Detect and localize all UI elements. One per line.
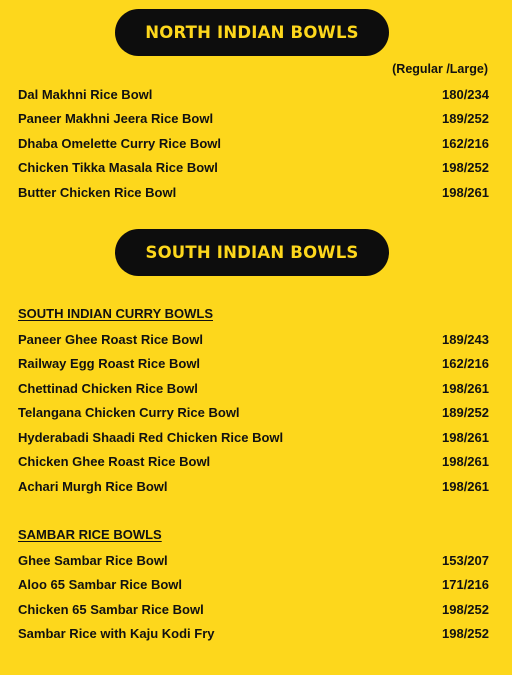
menu-item-name: Railway Egg Roast Rice Bowl <box>18 356 201 371</box>
menu-item-price: 198/261 <box>442 380 489 396</box>
menu-item-row <box>18 85 489 103</box>
menu-item-row <box>18 183 489 201</box>
south-indian-curry-bowls-subheading: SOUTH INDIAN CURRY BOWLS <box>18 306 213 321</box>
south-indian-bowls-heading: SOUTH INDIAN BOWLS <box>115 229 389 276</box>
menu-item-price: 198/261 <box>442 184 489 200</box>
menu-item-row <box>18 576 489 594</box>
menu-item-row <box>18 625 489 643</box>
menu-item-name: Chicken Ghee Roast Rice Bowl <box>18 454 211 469</box>
menu-item-row <box>18 477 489 495</box>
menu-item-price: 198/261 <box>442 429 489 445</box>
menu-item-name: Achari Murgh Rice Bowl <box>18 478 168 494</box>
menu-item-price: 189/243 <box>442 331 489 347</box>
menu-item-name: Sambar Rice with Kaju Kodi Fry <box>18 626 215 641</box>
menu-item-price: 198/252 <box>442 626 489 641</box>
menu-item-row <box>18 453 489 471</box>
menu-item-price: 198/261 <box>442 478 489 494</box>
menu-item-row <box>18 355 489 373</box>
menu-item-row <box>18 379 489 397</box>
price-size-header: (Regular /Large) <box>392 62 488 76</box>
menu-item-price: 153/207 <box>442 552 489 568</box>
menu-item-name: Chicken Tikka Masala Rice Bowl <box>18 160 218 175</box>
menu-item-price: 180/234 <box>442 86 489 102</box>
menu-item-row <box>18 134 489 152</box>
menu-item-price: 189/252 <box>442 111 489 126</box>
menu-item-row <box>18 404 489 422</box>
north-indian-bowls-heading: NORTH INDIAN BOWLS <box>115 9 389 56</box>
menu-item-name: Butter Chicken Rice Bowl <box>18 184 177 200</box>
menu-item-name: Paneer Makhni Jeera Rice Bowl <box>18 111 214 126</box>
menu-item-name: Aloo 65 Sambar Rice Bowl <box>18 577 182 592</box>
menu-item-price: 198/261 <box>442 454 489 469</box>
menu-item-price: 171/216 <box>442 577 489 592</box>
menu-item-price: 198/252 <box>442 160 489 175</box>
menu-item-name: Hyderabadi Shaadi Red Chicken Rice Bowl <box>18 429 284 445</box>
menu-item-price: 162/216 <box>442 135 489 151</box>
menu-item-price: 162/216 <box>442 356 489 371</box>
menu-item-row <box>18 159 489 177</box>
menu-item-price: 189/252 <box>442 405 489 420</box>
menu-item-row <box>18 110 489 128</box>
menu-item-row <box>18 330 489 348</box>
menu-item-row <box>18 551 489 569</box>
menu-item-name: Dhaba Omelette Curry Rice Bowl <box>18 135 221 151</box>
menu-item-row <box>18 428 489 446</box>
sambar-rice-bowls-subheading: SAMBAR RICE BOWLS <box>18 527 162 542</box>
menu-item-name: Paneer Ghee Roast Rice Bowl <box>18 331 203 347</box>
menu-item-name: Dal Makhni Rice Bowl <box>18 86 153 102</box>
menu-item-name: Chettinad Chicken Rice Bowl <box>18 380 198 396</box>
menu-item-name: Telangana Chicken Curry Rice Bowl <box>18 405 240 420</box>
menu-item-name: Ghee Sambar Rice Bowl <box>18 552 168 568</box>
menu-item-name: Chicken 65 Sambar Rice Bowl <box>18 601 204 617</box>
menu-item-row <box>18 600 489 618</box>
menu-item-price: 198/252 <box>442 601 489 617</box>
